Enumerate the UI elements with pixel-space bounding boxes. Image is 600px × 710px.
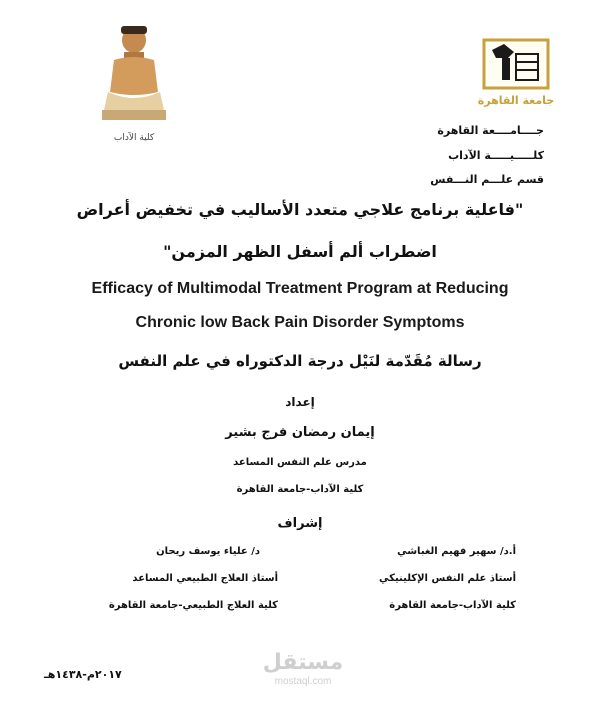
thesis-statement: رسالة مُقَدّمة لنَيْل درجة الدكتوراه في علم النفس	[118, 352, 482, 370]
supervisor-2-title: أستاذ العلاج الطبيعي المساعد	[132, 573, 278, 584]
title-arabic-line1: "فاعلية برنامج علاجي متعدد الأساليب في تخفيض أعراض	[76, 200, 524, 219]
department-name: قسم علـــم النـــفس	[430, 173, 544, 186]
mostaql-watermark	[258, 650, 348, 688]
supervisor-1-affiliation: كلية الآداب-جامعة القاهرة	[389, 600, 516, 611]
author-name: إيمان رمضان فرج بشير	[225, 425, 375, 440]
watermark-url: mostaql.com	[274, 676, 332, 687]
supervisor-1-title: أستاذ علم النفس الإكلينيكي	[379, 573, 516, 584]
supervisor-1-name: أ.د/ سهير فهيم الغباشي	[397, 546, 516, 557]
title-arabic-line2: اضطراب ألم أسفل الظهر المزمن"	[163, 242, 437, 261]
author-affiliation: كلية الآداب-جامعة القاهرة	[236, 484, 364, 495]
title-english-line2: Chronic low Back Pain Disorder Symptoms	[135, 314, 465, 331]
faculty-logo-caption: كلية الآداب	[113, 133, 155, 143]
university-logo	[478, 38, 554, 112]
supervisor-2-affiliation: كلية العلاج الطبيعي-جامعة القاهرة	[108, 600, 278, 611]
author-title: مدرس علم النفس المساعد	[233, 457, 367, 468]
watermark-arabic: مستقل	[262, 650, 344, 675]
title-english-line1: Efficacy of Multimodal Treatment Program at Reducing	[91, 280, 509, 297]
thesis-date: ٢٠١٧م-١٤٣٨هـ	[44, 668, 122, 681]
university-logo-text: جامعة القاهرة	[478, 94, 554, 107]
university-name: جــــامــــعة القاهرة	[437, 124, 544, 137]
faculty-name: كلـــــيـــــة الآداب	[448, 149, 544, 162]
supervisor-2-name: د/ علياء يوسف ريحان	[156, 546, 260, 557]
faculty-of-arts-logo	[98, 18, 170, 148]
supervision-label: إشراف	[277, 516, 323, 531]
prepared-by-label: إعداد	[285, 395, 315, 409]
